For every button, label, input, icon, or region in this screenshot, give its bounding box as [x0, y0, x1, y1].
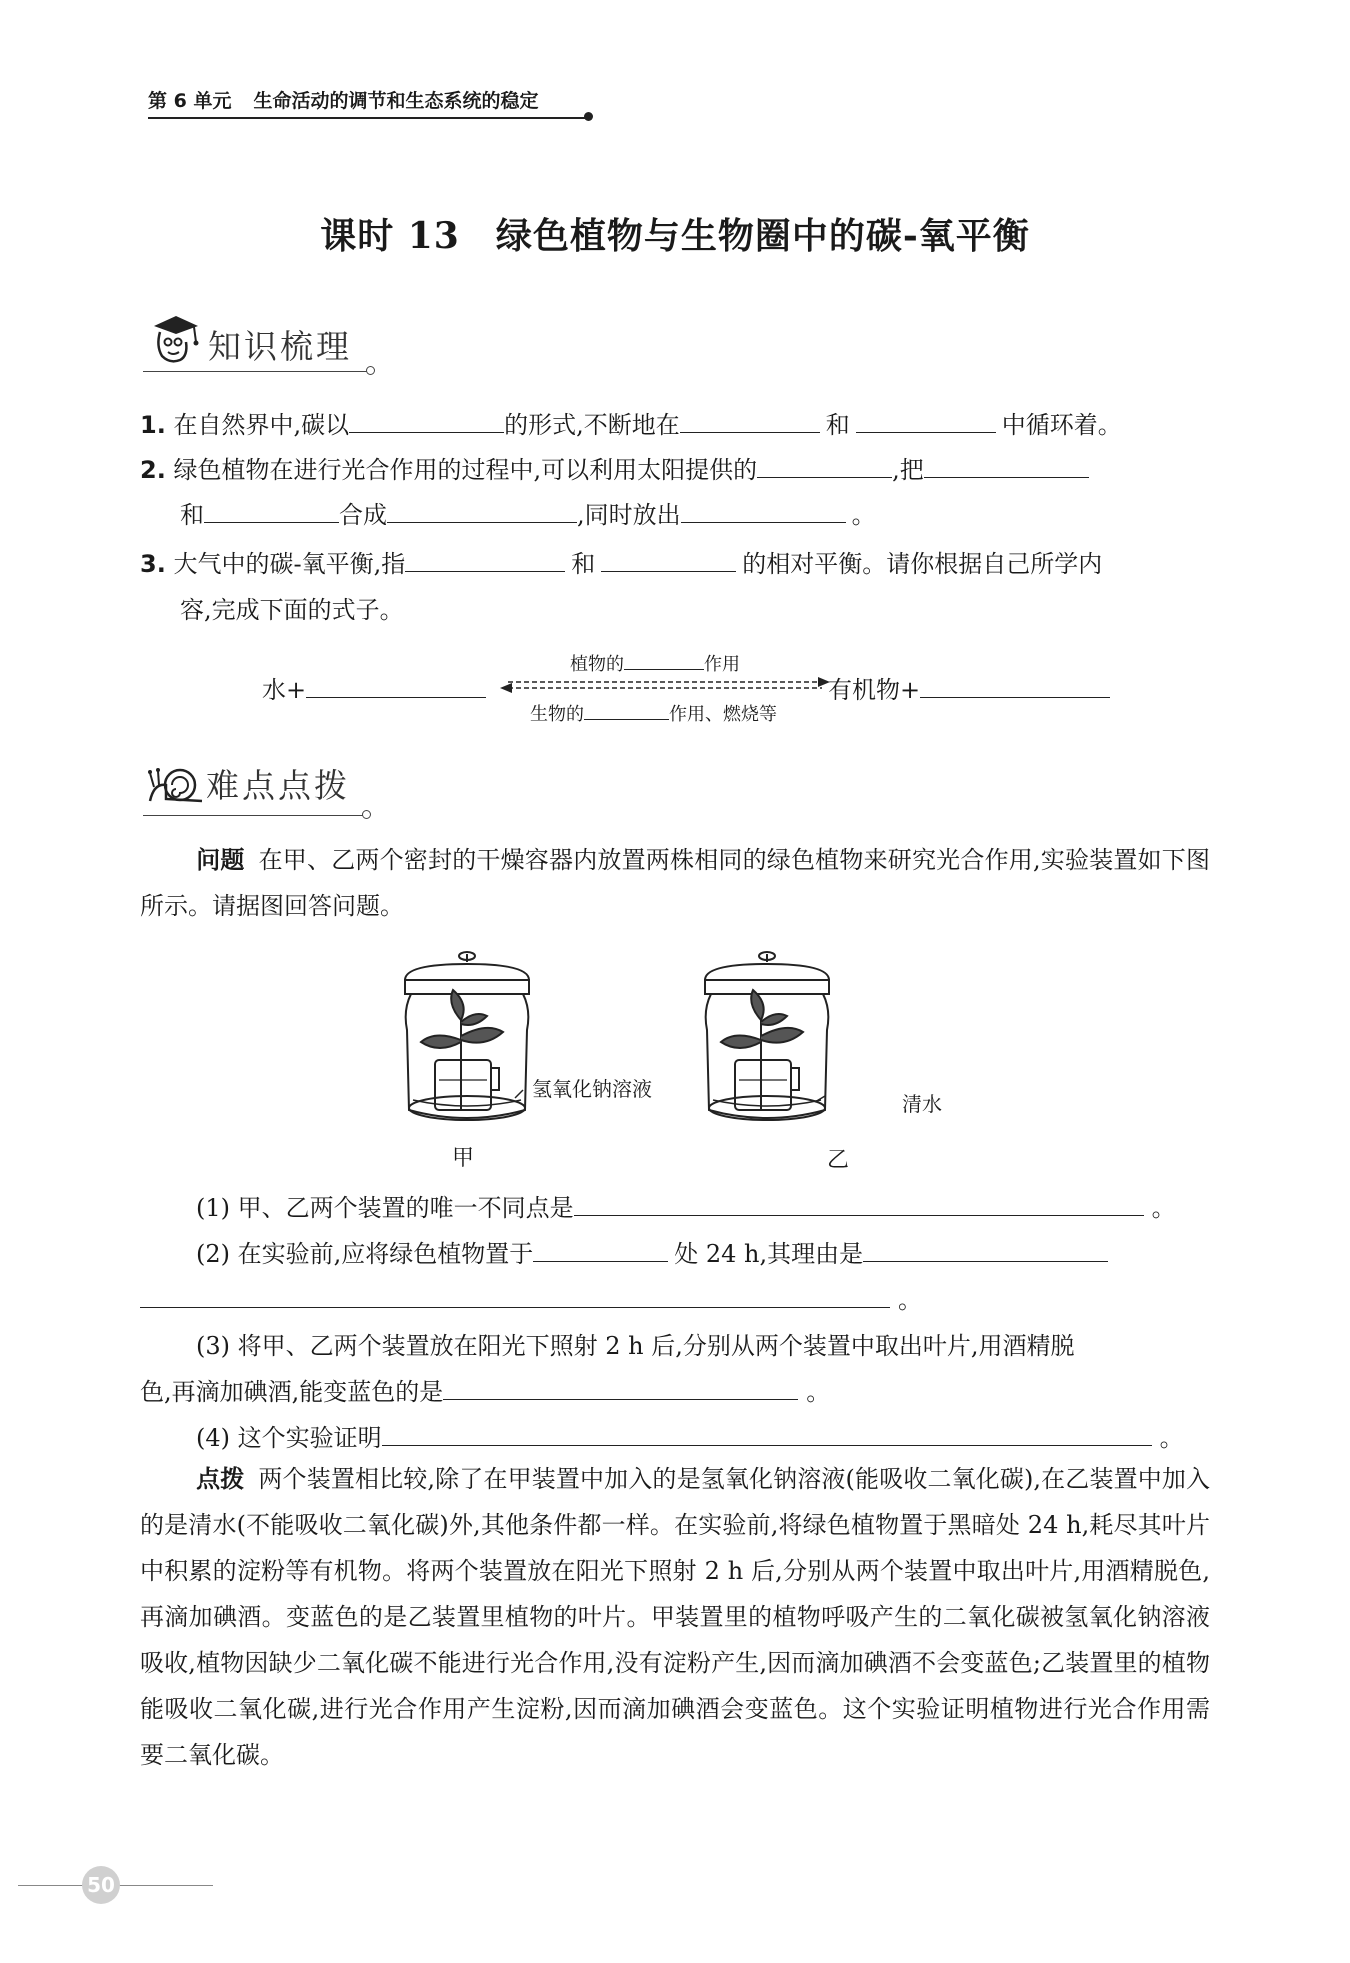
answer-blank[interactable]: [382, 1423, 1152, 1446]
snail-icon: [146, 763, 204, 807]
sub-question-2-end: 。: [898, 1286, 922, 1314]
container-yi: [705, 952, 829, 1120]
sub-question-2-text-a: (2) 在实验前,应将绿色植物置于: [196, 1240, 534, 1268]
equation-left-text: 水+: [262, 676, 307, 704]
unit-title: 生命活动的调节和生态系统的稳定: [253, 90, 539, 112]
lesson-label: 课时 13: [320, 215, 460, 257]
question-3: [140, 544, 1102, 579]
sub-question-1: [196, 1188, 1176, 1223]
lesson-title: [0, 208, 1350, 259]
answer-blank[interactable]: [405, 549, 565, 572]
section-difficulty-title: 难点点拨: [206, 766, 350, 805]
question-2-line-2: [180, 495, 876, 530]
question-2-text-b: ,把: [892, 456, 924, 484]
unit-number: 第 6 单元: [148, 90, 232, 112]
sub-question-2: [196, 1234, 1108, 1269]
sub-question-3-text-b: 色,再滴加碘酒,能变蓝色的是: [140, 1378, 444, 1406]
equation-arrows: [500, 676, 830, 696]
sub-question-3-text-a: (3) 将甲、乙两个装置放在阳光下照射 2 h 后,分别从两个装置中取出叶片,用酒精脱: [196, 1332, 1075, 1360]
sub-question-3: [196, 1326, 1075, 1361]
sub-question-1-text: (1) 甲、乙两个装置的唯一不同点是: [196, 1194, 574, 1222]
equation-left: [262, 670, 486, 705]
question-2-number: 2.: [140, 456, 166, 484]
question-2-text-c: 和: [180, 501, 204, 529]
answer-blank[interactable]: [574, 1193, 1144, 1216]
answer-blank[interactable]: [387, 500, 577, 523]
equation-bottom-b: 作用、燃烧等: [669, 704, 777, 725]
sub-question-3-end: 。: [806, 1378, 831, 1406]
question-1-text-a: 在自然界中,碳以: [173, 411, 350, 439]
answer-blank[interactable]: [856, 410, 996, 433]
header-rule: [148, 117, 588, 119]
sub-question-4-end: 。: [1159, 1424, 1184, 1452]
question-2-text-e: ,同时放出: [577, 501, 681, 529]
label-naoh-solution: 氢氧化钠溶液: [532, 1077, 652, 1101]
question-3-text-d: 容,完成下面的式子。: [180, 596, 404, 624]
question-1: [140, 405, 1122, 440]
answer-blank[interactable]: [920, 675, 1110, 698]
page-number: 50: [82, 1866, 120, 1904]
problem-paragraph: [140, 837, 1210, 929]
sub-question-4: [196, 1418, 1184, 1453]
hint-paragraph: [140, 1456, 1210, 1778]
question-2-text-a: 绿色植物在进行光合作用的过程中,可以利用太阳提供的: [173, 456, 758, 484]
answer-blank[interactable]: [349, 410, 504, 433]
label-container-jia: 甲: [452, 1146, 475, 1171]
equation-right-text: 有机物+: [828, 676, 921, 704]
equation-right: [828, 670, 1110, 705]
equation-bottom-label: [530, 700, 777, 726]
question-1-text-c: 和: [825, 411, 850, 439]
section-difficulty-rule-end: [362, 810, 371, 819]
question-3-text-b: 和: [571, 550, 596, 578]
answer-blank[interactable]: [306, 675, 486, 698]
problem-text: 在甲、乙两个密封的干燥容器内放置两株相同的绿色植物来研究光合作用,实验装置如下图所示。请据图回答问题。: [140, 846, 1210, 920]
answer-blank[interactable]: [681, 500, 846, 523]
hint-text: 两个装置相比较,除了在甲装置中加入的是氢氧化钠溶液(能吸收二氧化碳),在乙装置中加入的是清水(不能吸收二氧化碳)外,其他条件都一样。在实验前,将绿色植物置于黑暗处 24 h,耗尽其叶片中积累的淀粉等有机物。将两个装置放在阳光下照射 2 h 后,分别从两个装置中取出叶片,用酒精脱色,再滴加碘酒。变蓝色的是乙装置里植物的叶片。甲装置里的植物呼吸产生的二氧化碳被氢氧化钠溶液吸收,植物因缺少二氧化碳不能进行光合作用,没有淀粉产生,因而滴加碘酒不会变蓝色;乙装置里的植物能吸收二氧化碳,进行光合作用产生淀粉,因而滴加碘酒会变蓝色。这个实验证明植物进行光合作用需要二氧化碳。: [140, 1465, 1210, 1769]
equation-top-b: 作用: [704, 654, 740, 675]
label-container-yi: 乙: [827, 1148, 850, 1173]
answer-blank[interactable]: [757, 455, 892, 478]
answer-blank[interactable]: [443, 1377, 798, 1400]
sub-question-2-line-2: [140, 1280, 922, 1315]
answer-blank[interactable]: [601, 549, 736, 572]
sub-question-4-text: (4) 这个实验证明: [196, 1424, 382, 1452]
sub-question-1-end: 。: [1151, 1194, 1176, 1222]
answer-blank[interactable]: [863, 1239, 1108, 1262]
question-2: [140, 450, 1089, 485]
question-3-text-c: 的相对平衡。请你根据自己所学内: [742, 550, 1103, 578]
answer-blank[interactable]: [204, 500, 339, 523]
section-knowledge-title: 知识梳理: [208, 327, 352, 366]
equation-top-label: [570, 650, 740, 676]
question-3-line-2: [180, 590, 404, 625]
experiment-figure: [395, 950, 915, 1140]
scholar-icon: [148, 312, 204, 368]
section-knowledge-rule-end: [366, 366, 375, 375]
answer-blank[interactable]: [533, 1239, 668, 1262]
answer-blank[interactable]: [924, 455, 1089, 478]
question-3-text-a: 大气中的碳-氧平衡,指: [173, 550, 406, 578]
section-knowledge-rule: [143, 371, 368, 372]
equation-top-a: 植物的: [570, 654, 624, 675]
section-knowledge-heading: [148, 312, 352, 368]
question-2-text-f: 。: [851, 501, 876, 529]
answer-blank[interactable]: [140, 1285, 890, 1308]
answer-blank[interactable]: [624, 651, 704, 670]
sub-question-2-text-b: 处 24 h,其理由是: [674, 1240, 864, 1268]
container-jia: [405, 952, 529, 1120]
question-2-text-d: 合成: [339, 501, 387, 529]
sub-question-3-line-2: [140, 1372, 830, 1407]
label-water: 清水: [902, 1092, 942, 1116]
question-1-text-b: 的形式,不断地在: [504, 411, 680, 439]
header-rule-dot: [584, 112, 593, 121]
lesson-name: 绿色植物与生物圈中的碳-氧平衡: [495, 215, 1030, 257]
section-difficulty-heading: [146, 760, 350, 807]
question-1-text-d: 中循环着。: [1001, 411, 1122, 439]
question-1-number: 1.: [140, 411, 166, 439]
equation-bottom-a: 生物的: [530, 704, 584, 725]
section-difficulty-rule: [143, 815, 365, 816]
answer-blank[interactable]: [584, 701, 669, 720]
problem-label: 问题: [196, 846, 245, 874]
hint-label: 点拨: [196, 1465, 245, 1493]
question-3-number: 3.: [140, 550, 166, 578]
unit-header: [148, 86, 538, 113]
answer-blank[interactable]: [680, 410, 820, 433]
